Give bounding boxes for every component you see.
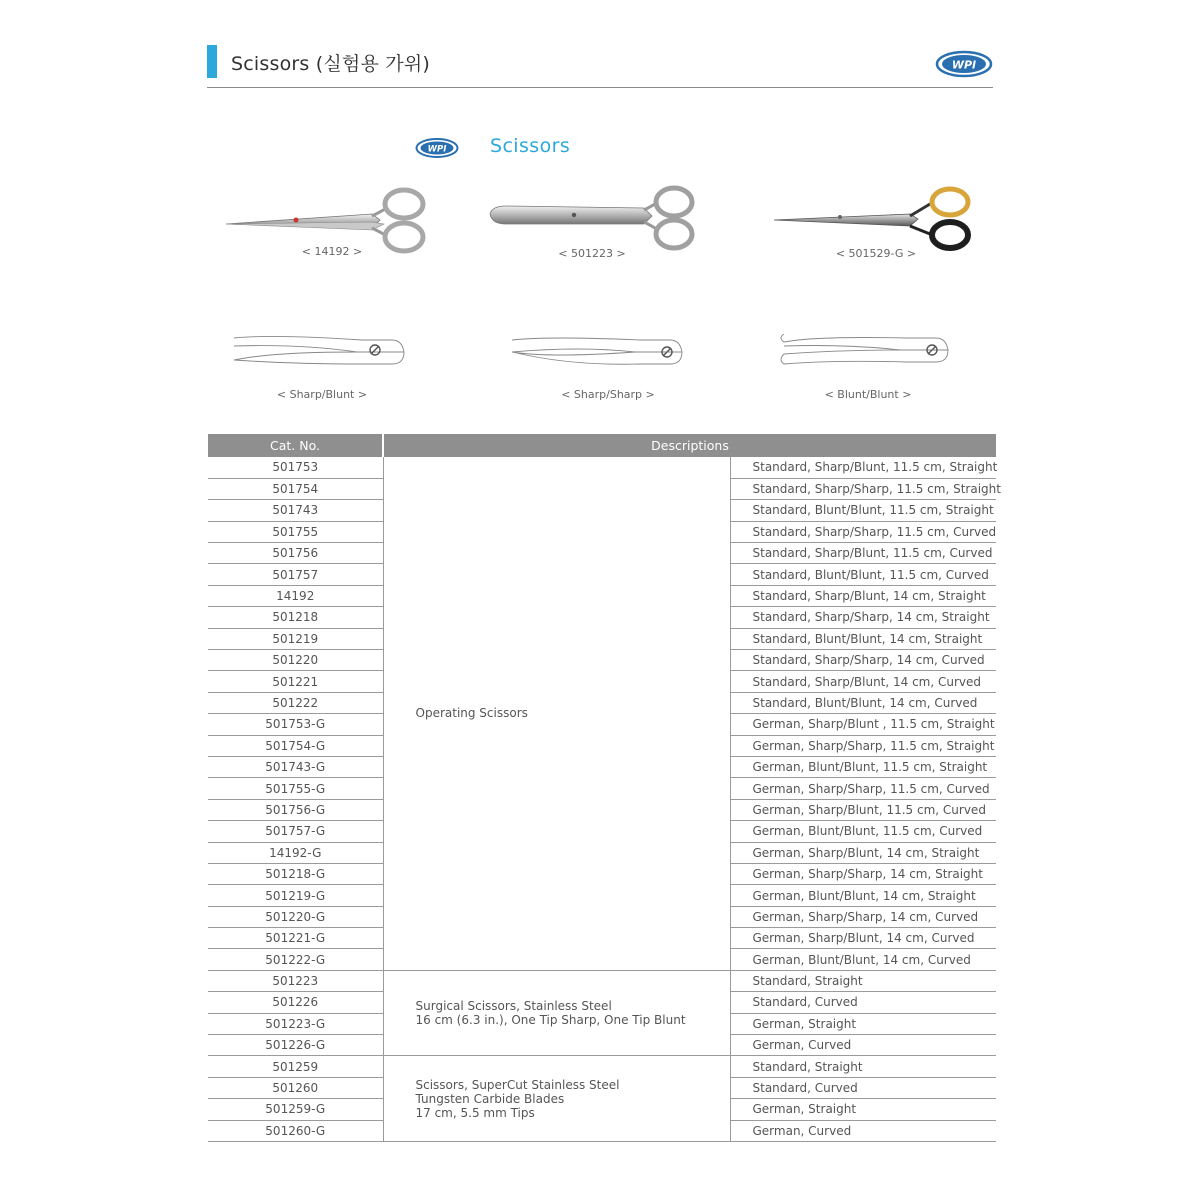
description-cell: German, Sharp/Sharp, 14 cm, Curved bbox=[730, 906, 996, 927]
description-cell: German, Curved bbox=[730, 1035, 996, 1056]
description-cell: German, Blunt/Blunt, 14 cm, Straight bbox=[730, 885, 996, 906]
cat-no-cell: 501753 bbox=[208, 457, 383, 478]
cat-no-cell: 501222 bbox=[208, 692, 383, 713]
cat-no-cell: 501220-G bbox=[208, 906, 383, 927]
tip-drawing-sharp-sharp bbox=[510, 334, 688, 374]
cat-no-cell: 501260-G bbox=[208, 1120, 383, 1141]
table-header-row bbox=[208, 434, 996, 457]
scissors-photo-501529-g bbox=[770, 184, 976, 254]
description-cell: German, Sharp/Sharp, 11.5 cm, Curved bbox=[730, 778, 996, 799]
tip-caption: < Sharp/Blunt > bbox=[276, 388, 368, 401]
cat-no-cell: 14192 bbox=[208, 585, 383, 606]
cat-no-cell: 501755 bbox=[208, 521, 383, 542]
catalog-table bbox=[208, 434, 1001, 1142]
description-cell: Standard, Sharp/Blunt, 11.5 cm, Curved bbox=[730, 543, 996, 564]
cat-no-cell: 501226-G bbox=[208, 1035, 383, 1056]
table-body bbox=[208, 457, 1001, 1142]
description-cell: Standard, Straight bbox=[730, 1056, 996, 1077]
wpi-logo-text: WPI bbox=[951, 58, 977, 72]
description-cell: German, Straight bbox=[730, 1013, 996, 1034]
product-group-cell: Scissors, SuperCut Stainless Steel Tungsten Carbide Blades 17 cm, 5.5 mm Tips bbox=[383, 1056, 730, 1142]
cat-no-cell: 501218 bbox=[208, 607, 383, 628]
cat-no-cell: 501756-G bbox=[208, 799, 383, 820]
cat-no-cell: 501220 bbox=[208, 650, 383, 671]
cat-no-cell: 501757-G bbox=[208, 821, 383, 842]
cat-no-cell: 501756 bbox=[208, 543, 383, 564]
cat-no-cell: 501259-G bbox=[208, 1099, 383, 1120]
cat-no-cell: 501219-G bbox=[208, 885, 383, 906]
description-cell: German, Sharp/Blunt, 14 cm, Curved bbox=[730, 928, 996, 949]
scissors-photo-14192 bbox=[222, 184, 432, 254]
header-descriptions: Descriptions bbox=[383, 434, 996, 457]
description-cell: Standard, Curved bbox=[730, 1077, 996, 1098]
description-cell: German, Blunt/Blunt, 14 cm, Curved bbox=[730, 949, 996, 970]
cat-no-cell: 501755-G bbox=[208, 778, 383, 799]
wpi-logo-small bbox=[415, 137, 459, 159]
page-header bbox=[207, 44, 993, 88]
description-cell: Standard, Blunt/Blunt, 11.5 cm, Straight bbox=[730, 500, 996, 521]
description-cell: German, Sharp/Blunt, 14 cm, Straight bbox=[730, 842, 996, 863]
description-cell: German, Sharp/Blunt , 11.5 cm, Straight bbox=[730, 714, 996, 735]
product-caption: < 501529-G > bbox=[835, 247, 917, 260]
description-cell: Standard, Straight bbox=[730, 970, 996, 991]
wpi-logo bbox=[935, 49, 993, 79]
scissors-photo-501223 bbox=[486, 184, 698, 254]
cat-no-cell: 14192-G bbox=[208, 842, 383, 863]
description-cell: German, Curved bbox=[730, 1120, 996, 1141]
description-cell: Standard, Sharp/Blunt, 14 cm, Straight bbox=[730, 585, 996, 606]
cat-no-cell: 501218-G bbox=[208, 863, 383, 884]
description-cell: Standard, Sharp/Blunt, 14 cm, Curved bbox=[730, 671, 996, 692]
cat-no-cell: 501223-G bbox=[208, 1013, 383, 1034]
cat-no-cell: 501222-G bbox=[208, 949, 383, 970]
description-cell: Standard, Sharp/Sharp, 11.5 cm, Curved bbox=[730, 521, 996, 542]
product-group-cell: Surgical Scissors, Stainless Steel 16 cm (6.3 in.), One Tip Sharp, One Tip Blunt bbox=[383, 970, 730, 1056]
cat-no-cell: 501260 bbox=[208, 1077, 383, 1098]
header-cat-no: Cat. No. bbox=[208, 434, 383, 457]
page-title: Scissors (실험용 가위) bbox=[231, 53, 430, 75]
cat-no-cell: 501753-G bbox=[208, 714, 383, 735]
tip-drawing-sharp-blunt bbox=[232, 332, 410, 372]
cat-no-cell: 501226 bbox=[208, 992, 383, 1013]
table-row bbox=[208, 1056, 996, 1077]
header-accent-bar bbox=[207, 45, 217, 78]
description-cell: German, Sharp/Sharp, 11.5 cm, Straight bbox=[730, 735, 996, 756]
cat-no-cell: 501219 bbox=[208, 628, 383, 649]
description-cell: German, Sharp/Sharp, 14 cm, Straight bbox=[730, 863, 996, 884]
cat-no-cell: 501754-G bbox=[208, 735, 383, 756]
description-cell: German, Blunt/Blunt, 11.5 cm, Curved bbox=[730, 821, 996, 842]
cat-no-cell: 501221-G bbox=[208, 928, 383, 949]
wpi-logo-small-text: WPI bbox=[427, 144, 447, 155]
description-cell: German, Sharp/Blunt, 11.5 cm, Curved bbox=[730, 799, 996, 820]
product-caption: < 501223 > bbox=[558, 247, 626, 260]
description-cell: Standard, Sharp/Sharp, 14 cm, Curved bbox=[730, 650, 996, 671]
tip-caption: < Blunt/Blunt > bbox=[824, 388, 912, 401]
product-caption: < 14192 > bbox=[301, 245, 363, 258]
table-row bbox=[208, 970, 996, 991]
description-cell: Standard, Blunt/Blunt, 14 cm, Straight bbox=[730, 628, 996, 649]
description-cell: Standard, Sharp/Blunt, 11.5 cm, Straight bbox=[730, 457, 996, 478]
description-cell: Standard, Sharp/Sharp, 14 cm, Straight bbox=[730, 607, 996, 628]
cat-no-cell: 501743-G bbox=[208, 756, 383, 777]
section-title: Scissors bbox=[490, 135, 571, 157]
cat-no-cell: 501754 bbox=[208, 478, 383, 499]
cat-no-cell: 501757 bbox=[208, 564, 383, 585]
cat-no-cell: 501221 bbox=[208, 671, 383, 692]
product-group-cell: Operating Scissors bbox=[383, 457, 730, 970]
table-row bbox=[208, 457, 996, 478]
tip-drawing-blunt-blunt bbox=[776, 330, 954, 370]
description-cell: German, Straight bbox=[730, 1099, 996, 1120]
cat-no-cell: 501259 bbox=[208, 1056, 383, 1077]
description-cell: Standard, Blunt/Blunt, 11.5 cm, Curved bbox=[730, 564, 996, 585]
description-cell: Standard, Curved bbox=[730, 992, 996, 1013]
description-cell: Standard, Sharp/Sharp, 11.5 cm, Straight bbox=[730, 478, 996, 499]
tip-caption: < Sharp/Sharp > bbox=[561, 388, 655, 401]
cat-no-cell: 501743 bbox=[208, 500, 383, 521]
description-cell: German, Blunt/Blunt, 11.5 cm, Straight bbox=[730, 756, 996, 777]
description-cell: Standard, Blunt/Blunt, 14 cm, Curved bbox=[730, 692, 996, 713]
cat-no-cell: 501223 bbox=[208, 970, 383, 991]
